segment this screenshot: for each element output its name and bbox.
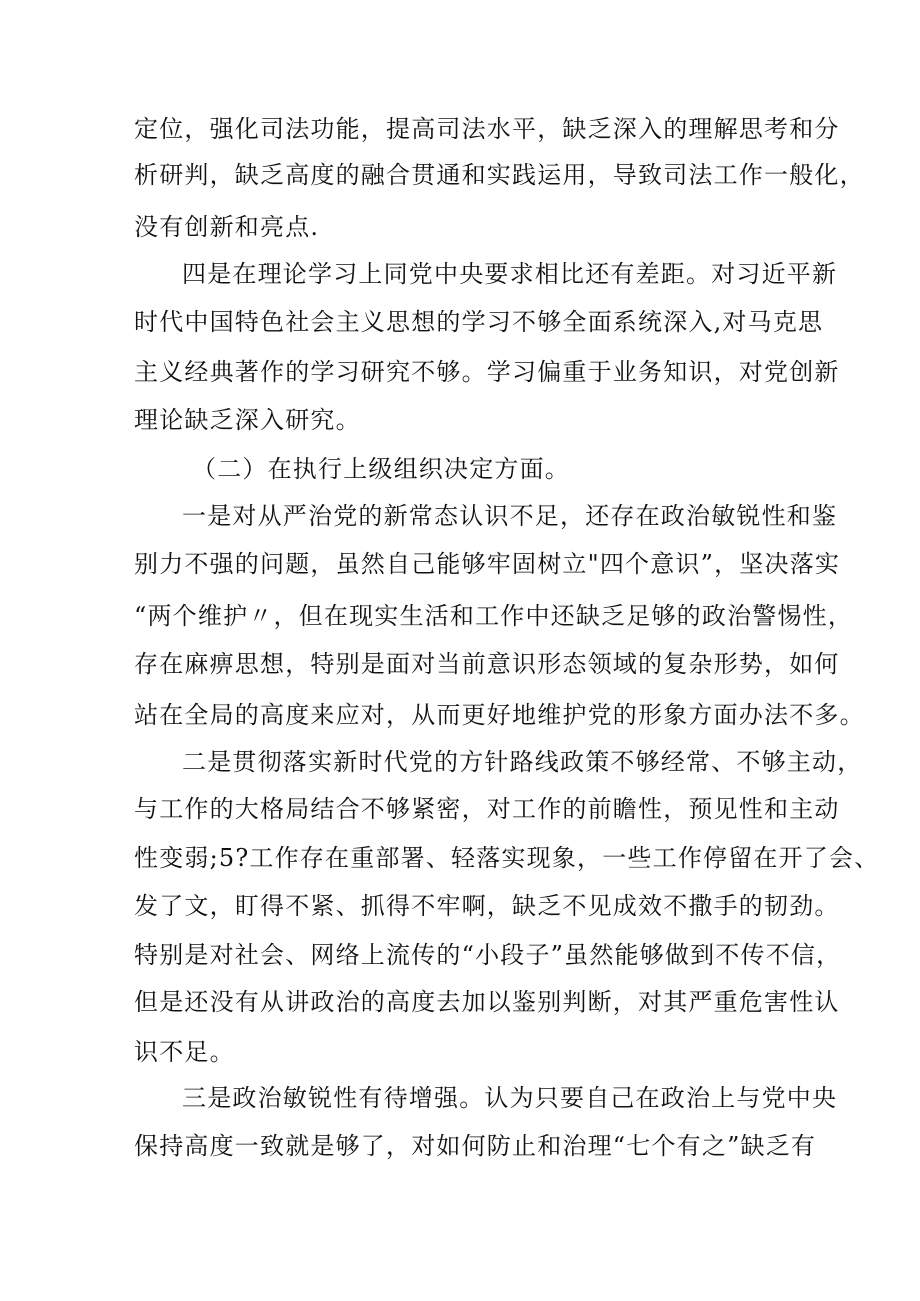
text-line-9: 一是对从严治党的新常态认识不足，还存在政治敏锐性和鉴 — [182, 502, 838, 530]
text-line-20: 识不足。 — [134, 1038, 235, 1066]
text-line-5: 时代中国特色社会主义思想的学习不够全面系统深入,对马克思 — [134, 308, 824, 336]
text-line-17: 发了文，盯得不紧、抓得不牢啊，缺乏不见成效不撒手的韧劲。 — [134, 892, 840, 920]
text-line-13: 站在全局的高度来应对，从而更好地维护党的形象方面办法不多。 — [134, 701, 865, 729]
text-line-7: 理论缺乏深入研究。 — [134, 406, 361, 434]
text-line-14: 二是贯彻落实新时代党的方针路线政策不够经常、不够主动， — [182, 748, 863, 776]
text-line-6: 主义经典著作的学习研究不够。学习偏重于业务知识，对党创新 — [134, 358, 840, 386]
text-line-18: 特别是对社会、网络上流传的“小段子”虽然能够做到不传不信， — [134, 941, 842, 969]
text-line-12: 存在麻痹思想，特别是面对当前意识形态领域的复杂形势，如何 — [134, 650, 840, 678]
text-line-22: 保持高度一致就是够了，对如何防止和治理“七个有之”缺乏有 — [134, 1132, 817, 1160]
text-line-4: 四是在理论学习上同党中央要求相比还有差距。对习近平新 — [182, 260, 838, 288]
text-line-3: 没有创新和亮点. — [134, 213, 320, 241]
text-line-15: 与工作的大格局结合不够紧密，对工作的前瞻性，预见性和主动 — [134, 795, 840, 823]
text-line-2: 析研判，缺乏高度的融合贯通和实践运用，导致司法工作一般化， — [134, 161, 865, 189]
text-line-10: 别力不强的问题，虽然自己能够牢固树立"四个意识”，坚决落实 — [134, 550, 841, 578]
section-heading: （二）在执行上级组织决定方面。 — [192, 455, 570, 483]
text-line-19: 但是还没有从讲政治的高度去加以鉴别判断，对其严重危害性认 — [134, 988, 840, 1016]
text-line-16: 性变弱;5?工作存在重部署、轻落实现象，一些工作停留在开了会、 — [134, 844, 880, 872]
text-line-1: 定位，强化司法功能，提高司法水平，缺乏深入的理解思考和分 — [134, 115, 840, 143]
text-line-11: “两个维护〃，但在现实生活和工作中还缺乏足够的政治警惕性， — [134, 602, 854, 630]
text-line-21: 三是政治敏锐性有待增强。认为只要自己在政治上与党中央 — [182, 1084, 838, 1112]
